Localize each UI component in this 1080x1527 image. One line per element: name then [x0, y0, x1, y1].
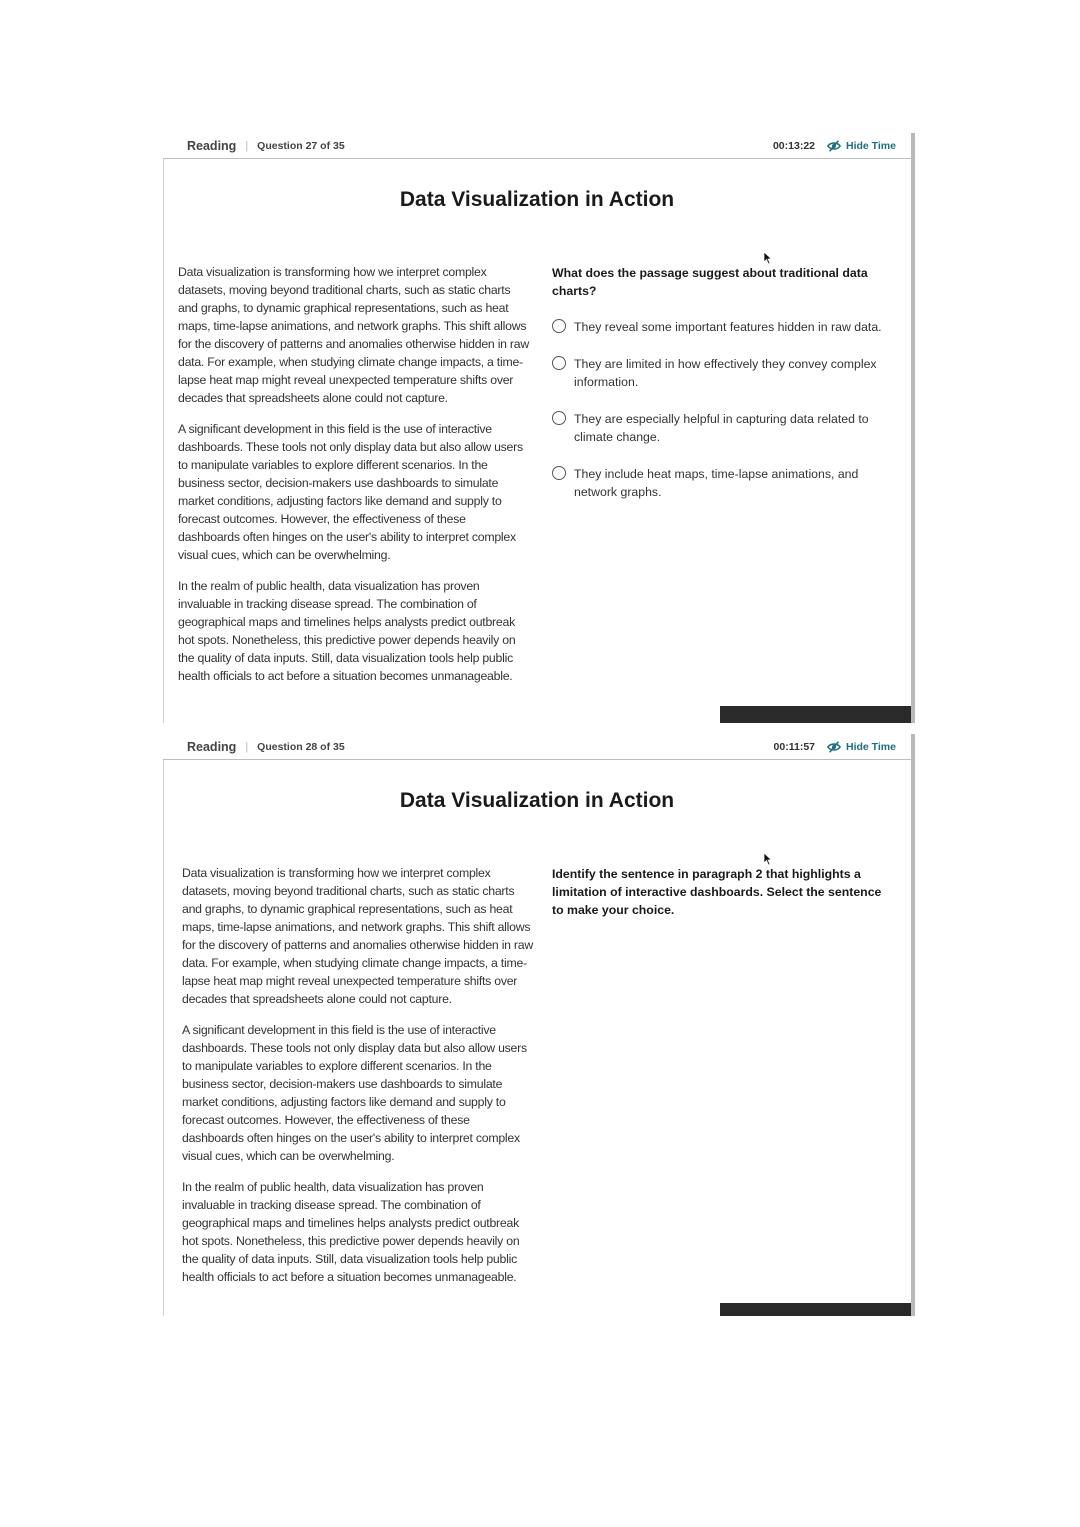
radio-button[interactable]: [552, 466, 566, 480]
section-label: Reading: [187, 138, 237, 153]
eye-slash-icon[interactable]: [827, 139, 841, 153]
frame-border-left: [163, 133, 164, 723]
paragraph-1[interactable]: Data visualization is transforming how we interpret complex datasets, moving beyond traditional charts, such as static charts and graphs, to dynamic graphical representations, such as heat maps, time-lapse animations, and network graphs. This shift allows for the discovery of patterns and anomalies otherwise hidden in raw data. For example, when studying climate change impacts, a time-lapse heat map might reveal unexpected temperature shifts over decades that spreadsheets alone could not capture.: [182, 866, 533, 1006]
mouse-cursor-icon: [763, 852, 773, 866]
option-text: They are especially helpful in capturing data related to climate change.: [574, 412, 869, 444]
bottom-overlay-bar: [720, 1303, 915, 1316]
top-bar: [163, 734, 911, 760]
frame-border-right: [911, 734, 915, 1316]
reading-passage: [182, 864, 534, 1299]
radio-button[interactable]: [552, 411, 566, 425]
answer-option-4[interactable]: [552, 465, 897, 501]
paragraph-3: In the realm of public health, data visualization has proven invaluable in tracking disease spread. The combination of geographical maps and timelines helps analysts predict outbreak hot spots. Nonetheless, this predictive power depends heavily on the quality of data inputs. Still, data visualization tools help public health officials to act before a situation becomes unmanageable.: [178, 579, 516, 683]
bottom-overlay-bar: [720, 706, 915, 723]
option-text: They include heat maps, time-lapse animations, and network graphs.: [574, 467, 859, 499]
answer-option-1[interactable]: [552, 318, 897, 336]
hide-time-button[interactable]: Hide Time: [846, 740, 896, 753]
section-label: Reading: [187, 739, 237, 754]
top-bar: [163, 133, 911, 159]
eye-slash-icon[interactable]: [827, 740, 841, 754]
passage-title: Data Visualization in Action: [399, 789, 675, 812]
divider: |: [245, 740, 249, 753]
option-text: They reveal some important features hidden in raw data.: [574, 320, 882, 334]
screenshot-question-28: [163, 734, 915, 1316]
reading-passage: [178, 263, 530, 698]
hide-time-button[interactable]: Hide Time: [846, 139, 896, 152]
radio-button[interactable]: [552, 356, 566, 370]
answer-option-3[interactable]: [552, 410, 897, 446]
question-counter: Question 28 of 35: [257, 740, 345, 753]
option-text: They are limited in how effectively they convey complex information.: [574, 357, 877, 389]
screenshot-question-27: [163, 133, 915, 723]
passage-title: Data Visualization in Action: [399, 188, 675, 211]
paragraph-2[interactable]: A significant development in this field is the use of interactive dashboards. These tools not only display data but also allow users to manipulate variables to explore different scenarios. In the business sector, decision-makers use dashboards to simulate market conditions, adjusting factors like demand and supply to forecast outcomes. However, the effectiveness of these dashboards often hinges on the user's ability to interpret complex visual cues, which can be overwhelming.: [182, 1023, 527, 1163]
frame-border-left: [163, 734, 164, 1316]
mouse-cursor-icon: [763, 251, 773, 265]
paragraph-3[interactable]: In the realm of public health, data visualization has proven invaluable in tracking disease spread. The combination of geographical maps and timelines helps analysts predict outbreak hot spots. Nonetheless, this predictive power depends heavily on the quality of data inputs. Still, data visualization tools help public health officials to act before a situation becomes unmanageable.: [182, 1180, 520, 1284]
paragraph-2: A significant development in this field is the use of interactive dashboards. These tools not only display data but also allow users to manipulate variables to explore different scenarios. In the business sector, decision-makers use dashboards to simulate market conditions, adjusting factors like demand and supply to forecast outcomes. However, the effectiveness of these dashboards often hinges on the user's ability to interpret complex visual cues, which can be overwhelming.: [178, 422, 523, 562]
question-prompt: What does the passage suggest about traditional data charts?: [552, 266, 868, 298]
answer-option-2[interactable]: [552, 355, 897, 391]
question-prompt: Identify the sentence in paragraph 2 that highlights a limitation of interactive dashboards. Select the sentence to make your choice.: [552, 867, 882, 917]
divider: |: [245, 139, 249, 152]
question-counter: Question 27 of 35: [257, 139, 345, 152]
timer: 00:13:22: [772, 139, 815, 152]
radio-button[interactable]: [552, 319, 566, 333]
timer: 00:11:57: [773, 740, 815, 753]
answer-options: [552, 318, 897, 520]
frame-border-right: [911, 133, 915, 723]
paragraph-1: Data visualization is transforming how we interpret complex datasets, moving beyond traditional charts, such as static charts and graphs, to dynamic graphical representations, such as heat maps, time-lapse animations, and network graphs. This shift allows for the discovery of patterns and anomalies otherwise hidden in raw data. For example, when studying climate change impacts, a time-lapse heat map might reveal unexpected temperature shifts over decades that spreadsheets alone could not capture.: [178, 265, 529, 405]
